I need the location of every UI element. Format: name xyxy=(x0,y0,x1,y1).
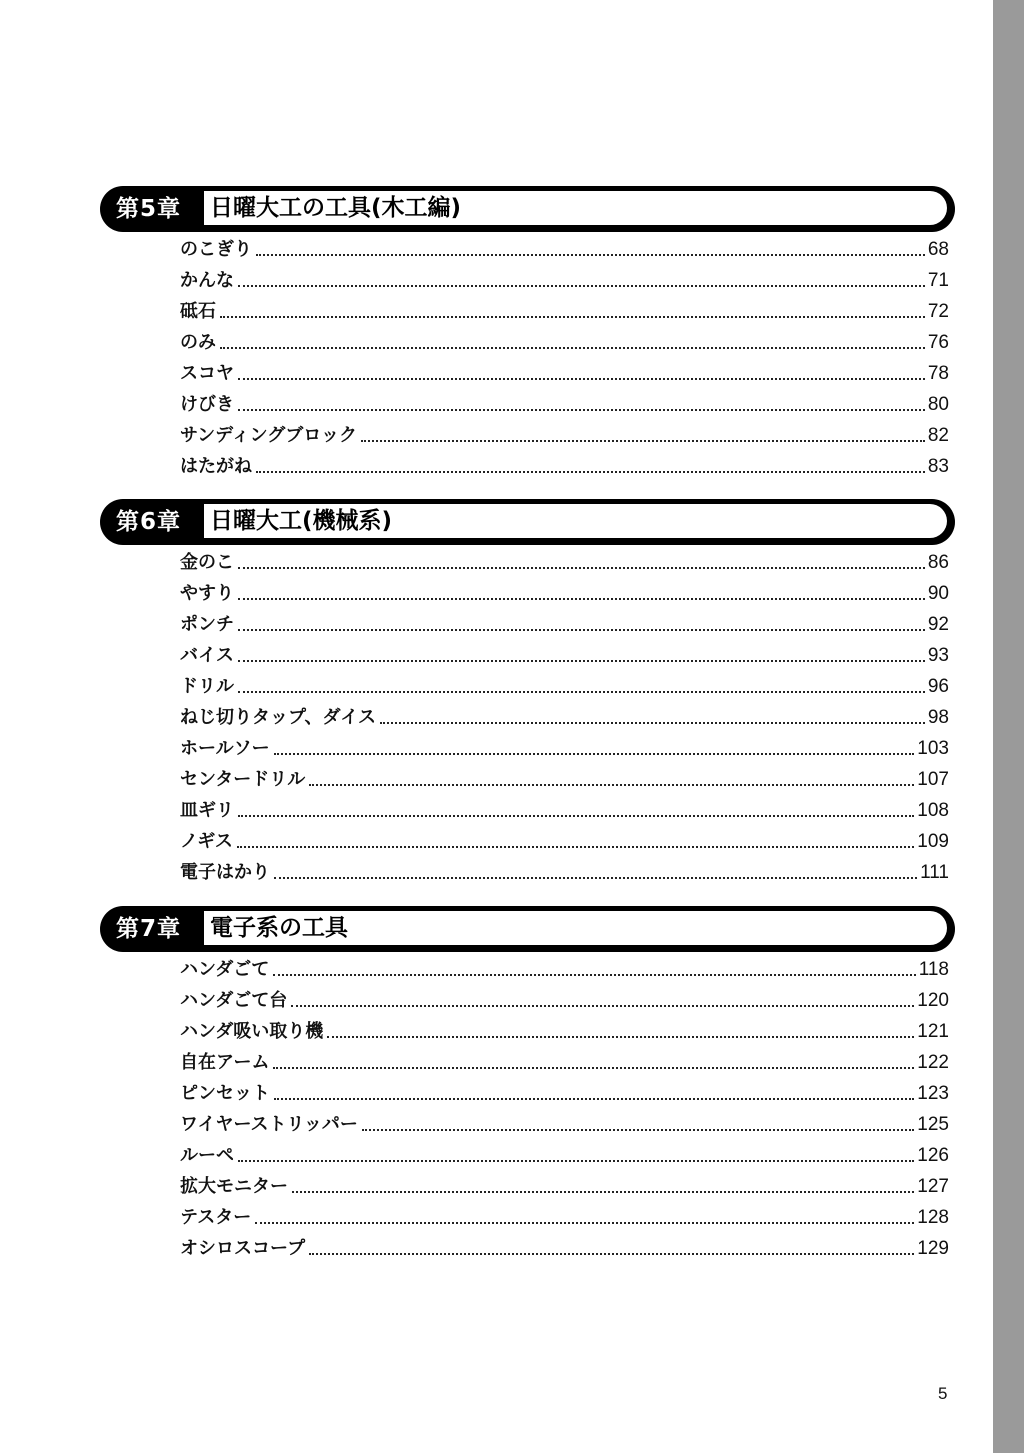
leader-dots xyxy=(256,254,925,256)
chapter-header xyxy=(100,906,955,952)
entry-title: 皿ギリ xyxy=(180,800,234,821)
leader-dots xyxy=(238,409,925,411)
entry-page: 68 xyxy=(927,239,949,260)
entry-page: 71 xyxy=(927,270,949,291)
leader-dots xyxy=(274,877,917,879)
entry-page: 86 xyxy=(927,552,949,573)
leader-dots xyxy=(327,1036,914,1038)
entry-page: 126 xyxy=(917,1145,949,1166)
toc-entry[interactable] xyxy=(180,267,949,293)
leader-dots xyxy=(309,784,914,786)
entry-title: オシロスコープ xyxy=(180,1238,306,1259)
entry-title: ドリル xyxy=(180,676,234,697)
chapter-title-box xyxy=(204,911,947,945)
entry-title: ワイヤーストリッパー xyxy=(180,1114,358,1135)
entry-page: 83 xyxy=(927,456,949,477)
toc-entry[interactable] xyxy=(180,1080,949,1106)
toc-entry[interactable] xyxy=(180,549,949,575)
leader-dots xyxy=(238,660,925,662)
toc-entry[interactable] xyxy=(180,1018,949,1044)
entry-page: 122 xyxy=(917,1052,949,1073)
toc-entry[interactable] xyxy=(180,828,949,854)
toc-entry[interactable] xyxy=(180,704,949,730)
chapter-label: 第6章 xyxy=(116,509,182,535)
leader-dots xyxy=(273,974,915,976)
toc-entry[interactable] xyxy=(180,1142,949,1168)
entry-page: 80 xyxy=(927,394,949,415)
chapter-title: 電子系の工具 xyxy=(210,915,348,941)
chapter-header xyxy=(100,186,955,232)
entry-title: ノギス xyxy=(180,831,233,852)
leader-dots xyxy=(238,598,925,600)
entry-title: ハンダごて台 xyxy=(180,990,288,1011)
entry-title: のみ xyxy=(180,332,216,353)
leader-dots xyxy=(255,1222,914,1224)
entry-title: ポンチ xyxy=(180,614,234,635)
entry-title: ハンダ吸い取り機 xyxy=(180,1021,324,1042)
chapter-6 xyxy=(100,499,955,883)
entry-page: 98 xyxy=(927,707,949,728)
toc-entry[interactable] xyxy=(180,673,949,699)
leader-dots xyxy=(238,815,914,817)
leader-dots xyxy=(238,629,925,631)
toc-entry[interactable] xyxy=(180,391,949,417)
leader-dots xyxy=(273,1067,914,1069)
toc-entry[interactable] xyxy=(180,422,949,448)
toc-entry[interactable] xyxy=(180,611,949,637)
entry-page: 93 xyxy=(927,645,949,666)
toc-entry[interactable] xyxy=(180,298,949,324)
entry-title: スコヤ xyxy=(180,363,234,384)
entry-title: ホールソー xyxy=(180,738,270,759)
toc-entry[interactable] xyxy=(180,453,949,479)
entry-page: 109 xyxy=(917,831,949,852)
entry-page: 129 xyxy=(917,1238,949,1259)
entry-page: 118 xyxy=(918,959,949,980)
entry-page: 82 xyxy=(927,425,949,446)
leader-dots xyxy=(274,753,915,755)
toc-entry[interactable] xyxy=(180,735,949,761)
leader-dots xyxy=(238,285,925,287)
entry-page: 111 xyxy=(920,862,949,883)
leader-dots xyxy=(238,691,925,693)
entry-page: 76 xyxy=(927,332,949,353)
entry-title: ハンダごて xyxy=(180,959,270,980)
chapter-7 xyxy=(100,906,955,1259)
leader-dots xyxy=(309,1253,914,1255)
toc-entry[interactable] xyxy=(180,956,949,982)
entry-page: 108 xyxy=(917,800,949,821)
leader-dots xyxy=(238,567,925,569)
leader-dots xyxy=(220,316,925,318)
toc-entry[interactable] xyxy=(180,329,949,355)
chapter-5 xyxy=(100,186,955,477)
entry-title: ルーペ xyxy=(180,1145,234,1166)
entry-page: 128 xyxy=(917,1207,949,1228)
toc-entry[interactable] xyxy=(180,766,949,792)
toc-entry[interactable] xyxy=(180,360,949,386)
entry-page: 103 xyxy=(917,738,949,759)
toc-entry[interactable] xyxy=(180,1049,949,1075)
chapter-label: 第7章 xyxy=(116,916,182,942)
leader-dots xyxy=(292,1191,914,1193)
toc-entry[interactable] xyxy=(180,1235,949,1261)
entry-title: バイス xyxy=(180,645,234,666)
entry-title: ピンセット xyxy=(180,1083,270,1104)
toc-entry[interactable] xyxy=(180,580,949,606)
leader-dots xyxy=(362,1129,914,1131)
entry-title: けびき xyxy=(180,394,234,415)
chapter-title: 日曜大工(機械系) xyxy=(210,508,393,534)
entry-title: かんな xyxy=(180,270,234,291)
entry-page: 90 xyxy=(927,583,949,604)
entry-title: やすり xyxy=(180,583,234,604)
entry-title: はたがね xyxy=(180,456,252,477)
entry-title: 拡大モニター xyxy=(180,1176,288,1197)
toc-entry[interactable] xyxy=(180,1204,949,1230)
leader-dots xyxy=(380,722,925,724)
chapter-title-box xyxy=(204,191,947,225)
leader-dots xyxy=(256,471,925,473)
entry-page: 107 xyxy=(917,769,949,790)
chapter-header xyxy=(100,499,955,545)
leader-dots xyxy=(291,1005,914,1007)
leader-dots xyxy=(238,378,925,380)
entry-page: 123 xyxy=(917,1083,949,1104)
toc-entry[interactable] xyxy=(180,859,949,885)
entry-page: 92 xyxy=(927,614,949,635)
toc-entry[interactable] xyxy=(180,797,949,823)
entry-title: ねじ切りタップ、ダイス xyxy=(180,707,377,728)
entry-page: 72 xyxy=(927,301,949,322)
leader-dots xyxy=(361,440,925,442)
entry-page: 127 xyxy=(917,1176,949,1197)
entry-title: 電子はかり xyxy=(180,862,270,883)
toc-entry[interactable] xyxy=(180,236,949,262)
entry-page: 120 xyxy=(917,990,949,1011)
chapter-title-box xyxy=(204,504,947,538)
entry-page: 121 xyxy=(917,1021,949,1042)
entry-title: 砥石 xyxy=(180,301,216,322)
chapter-title: 日曜大工の工具(木工編) xyxy=(210,195,462,221)
entry-title: サンディングブロック xyxy=(180,425,357,446)
toc-entry[interactable] xyxy=(180,642,949,668)
leader-dots xyxy=(237,846,914,848)
leader-dots xyxy=(238,1160,914,1162)
entry-title: 自在アーム xyxy=(180,1052,270,1073)
entry-page: 96 xyxy=(927,676,949,697)
entry-page: 125 xyxy=(917,1114,949,1135)
chapter-label: 第5章 xyxy=(116,196,182,222)
toc-entry[interactable] xyxy=(180,1173,949,1199)
page-number: 5 xyxy=(938,1384,948,1403)
entry-title: テスター xyxy=(180,1207,252,1228)
leader-dots xyxy=(274,1098,914,1100)
entry-title: センタードリル xyxy=(180,769,306,790)
toc-entry[interactable] xyxy=(180,1111,949,1137)
leader-dots xyxy=(220,347,925,349)
entry-title: 金のこ xyxy=(180,552,234,573)
entry-page: 78 xyxy=(927,363,949,384)
entry-title: のこぎり xyxy=(180,239,252,260)
toc-entry[interactable] xyxy=(180,987,949,1013)
page-edge-bar xyxy=(993,0,1024,1453)
